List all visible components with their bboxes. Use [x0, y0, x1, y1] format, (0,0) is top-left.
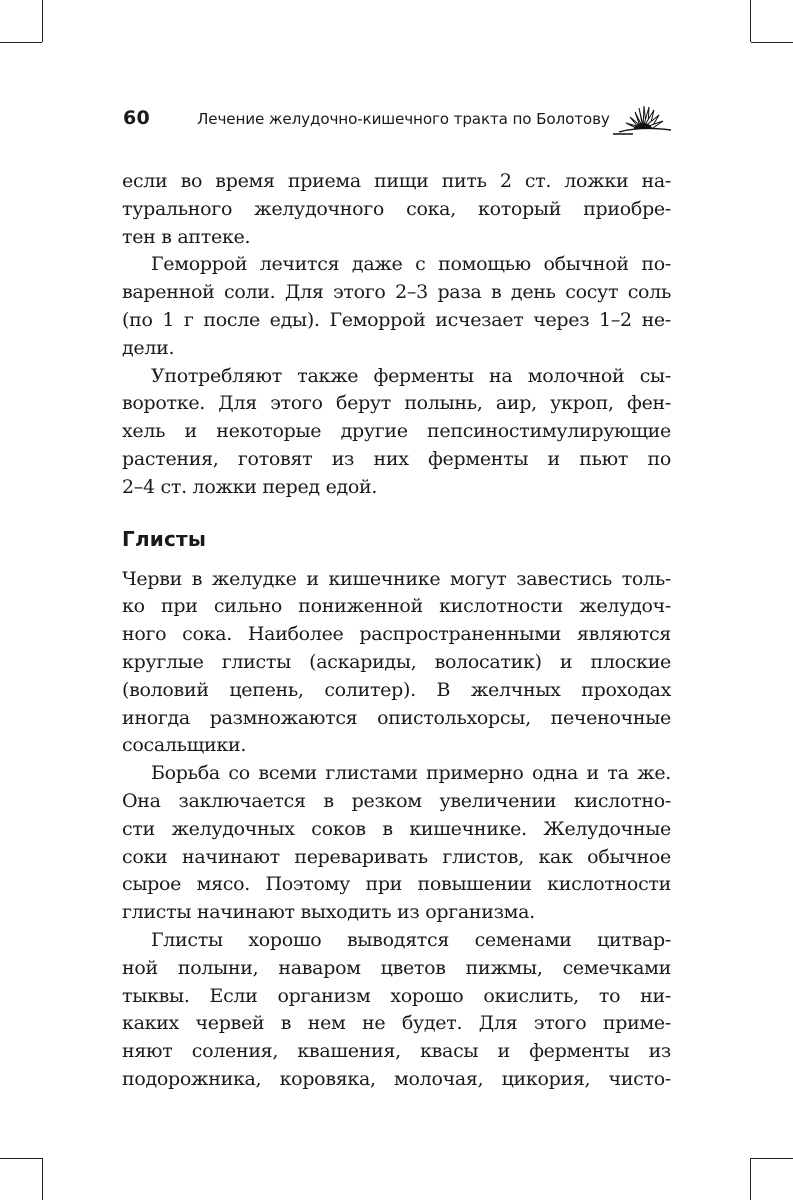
text-line: (по 1 г после еды). Геморрой исчезает через 1–2 не- — [122, 308, 671, 331]
text-line: сосальщики. — [122, 734, 247, 757]
paragraph-1 — [122, 168, 671, 251]
crop-mark-top-left-h — [0, 42, 42, 43]
text-line: тыквы. Если организм хорошо окислить, то ни- — [122, 984, 671, 1007]
crop-mark-bottom-right-h — [751, 1158, 793, 1159]
paragraph-5 — [122, 760, 671, 927]
text-line: растения, готовят из них ферменты и пьют по — [122, 447, 671, 470]
text-line: Борьба со всеми глистами примерно одна и та же. — [151, 762, 671, 785]
crop-mark-top-right-h — [751, 42, 793, 43]
text-line: каких червей в нем не будет. Для этого приме- — [122, 1012, 671, 1035]
crop-mark-bottom-left — [42, 1158, 43, 1200]
page-body — [122, 168, 671, 1094]
section-heading: Глисты — [122, 526, 207, 551]
text-line: няют соления, квашения, квасы и ферменты из — [122, 1040, 671, 1063]
page-number: 60 — [123, 107, 151, 129]
text-line: Геморрой лечится даже с помощью обычной по- — [151, 253, 671, 276]
text-line: Черви в желудке и кишечнике могут завестись толь- — [122, 567, 671, 590]
crop-mark-bottom-right — [750, 1158, 751, 1200]
text-line: круглые глисты (аскариды, волосатик) и плоские — [122, 650, 671, 673]
paragraph-4 — [122, 566, 671, 761]
sunflower-ornament-icon — [613, 96, 673, 140]
text-line: 2–4 ст. ложки перед едой. — [122, 475, 378, 498]
text-line: турального желудочного сока, который приобре- — [122, 197, 671, 220]
crop-mark-top-right — [750, 0, 751, 42]
text-line: соки начинают переваривать глистов, как обычное — [122, 845, 671, 868]
text-line: ко при сильно пониженной кислотности желудоч- — [122, 595, 671, 618]
text-line: подорожника, коровяка, молочая, цикория, чисто- — [122, 1067, 671, 1090]
paragraph-6 — [122, 927, 671, 1094]
text-line: Употребляют также ферменты на молочной сы- — [151, 364, 671, 387]
text-line: глисты начинают выходить из организма. — [122, 901, 535, 924]
text-line: воротке. Для этого берут полынь, аир, укроп, фен- — [122, 392, 671, 415]
text-line: тен в аптеке. — [122, 225, 251, 248]
text-line: (воловий цепень, солитер). В желчных проходах — [122, 678, 671, 701]
text-line: ного сока. Наиболее распространенными являются — [122, 623, 671, 646]
text-line: если во время приема пищи пить 2 ст. ложки на- — [122, 170, 671, 192]
paragraph-3 — [122, 363, 671, 502]
crop-mark-bottom-left-h — [0, 1158, 42, 1159]
text-line: варенной соли. Для этого 2–3 раза в день сосут соль — [122, 281, 671, 304]
text-line: сти желудочных соков в кишечнике. Желудочные — [122, 817, 671, 840]
text-line: ной полыни, наваром цветов пижмы, семечками — [122, 956, 671, 979]
text-line: хель и некоторые другие пепсиностимулирующие — [122, 420, 671, 443]
running-title: Лечение желудочно-кишечного тракта по Болотову — [197, 110, 610, 128]
crop-mark-top-left — [42, 0, 43, 42]
text-line: сырое мясо. Поэтому при повышении кислотности — [122, 873, 671, 896]
text-line: Она заключается в резком увеличении кислотно- — [122, 789, 671, 812]
text-line: дели. — [122, 336, 175, 359]
text-line: Глисты хорошо выводятся семенами цитвар- — [151, 928, 671, 951]
running-header — [123, 100, 673, 148]
text-line: иногда размножаются опистольхорсы, печеночные — [122, 706, 671, 729]
paragraph-2 — [122, 251, 671, 362]
